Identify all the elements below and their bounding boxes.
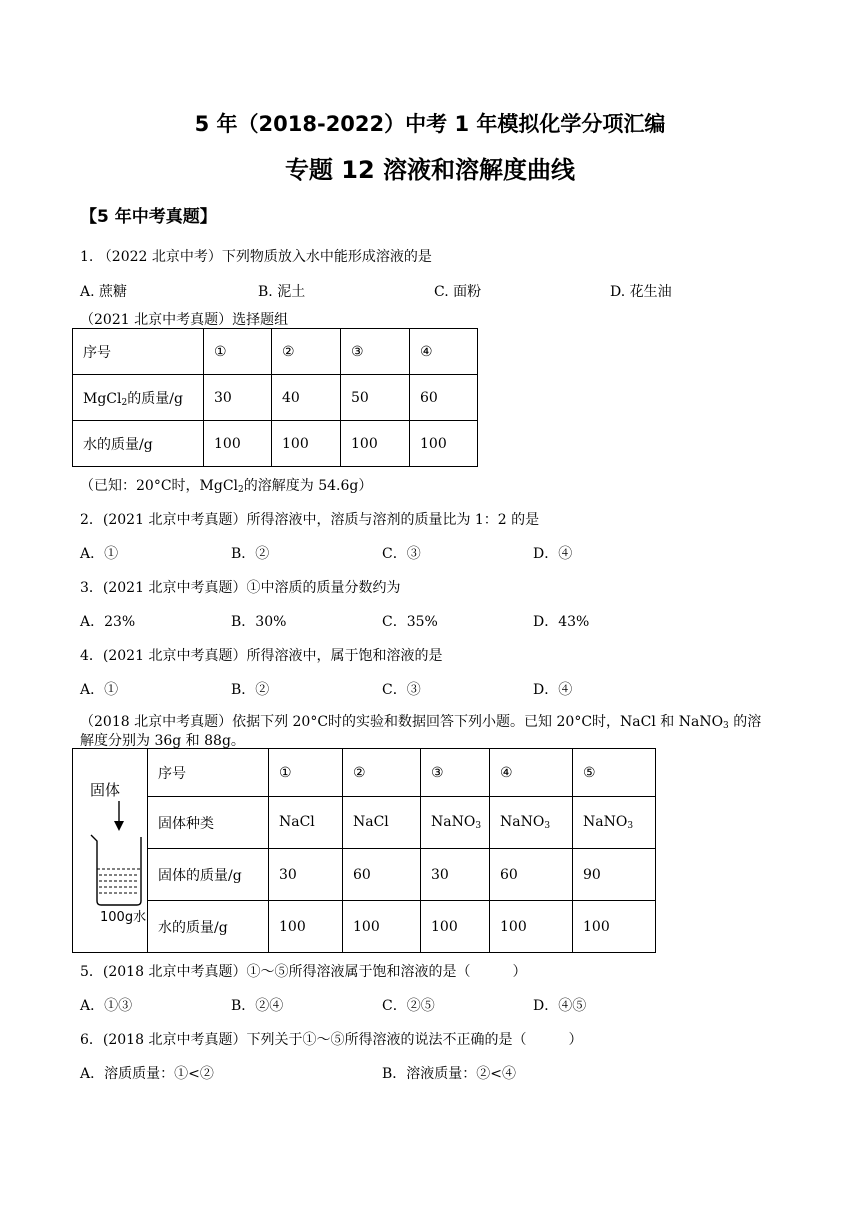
question-4-stem: 4．(2021 北京中考真题）所得溶液中，属于饱和溶液的是 — [80, 648, 443, 664]
water-amount-label: 100g水 — [100, 909, 147, 925]
question-3-option-a: A．23% — [80, 614, 136, 630]
table-cell: 40 — [272, 375, 341, 421]
table-header-cell: ② — [272, 329, 341, 375]
table-cell: 60 — [343, 849, 421, 901]
table-row — [73, 329, 478, 375]
nacl-nano3-data-table — [72, 748, 656, 953]
question-1-stem: 1. （2022 北京中考）下列物质放入水中能形成溶液的是 — [80, 249, 432, 265]
table-header-cell: ③ — [341, 329, 410, 375]
solubility-note: （已知：20°C时，MgCl$_2$的溶解度为 54.6g） — [80, 478, 373, 495]
table-header-cell: ⑤ — [573, 749, 656, 797]
question-6-option-a: A．溶质质量：①<② — [80, 1066, 214, 1082]
question-5-option-d: D．④⑤ — [533, 998, 587, 1014]
table-cell: 60 — [490, 849, 573, 901]
question-5-option-c: C．②⑤ — [382, 998, 435, 1014]
table-cell: NaCl — [343, 797, 421, 849]
beaker-outline — [91, 835, 141, 905]
table-row — [73, 901, 656, 953]
table-row — [73, 421, 478, 467]
table-header-cell: ① — [204, 329, 272, 375]
question-4-option-d: D．④ — [533, 682, 573, 698]
question-2-stem: 2．(2021 北京中考真题）所得溶液中，溶质与溶剂的质量比为 1：2 的是 — [80, 512, 540, 528]
question-1-option-c: C. 面粉 — [434, 284, 482, 300]
table-cell: 30 — [204, 375, 272, 421]
table-cell: 100 — [204, 421, 272, 467]
section-heading: 【5 年中考真题】 — [80, 207, 217, 227]
table-header-cell: 序号 — [73, 329, 204, 375]
question-4-option-b: B．② — [231, 682, 270, 698]
table-cell: 90 — [573, 849, 656, 901]
table-header-cell: ① — [269, 749, 343, 797]
table-cell: 100 — [343, 901, 421, 953]
question-3-option-d: D．43% — [533, 614, 590, 630]
table-cell: 30 — [421, 849, 490, 901]
question-1-option-d: D. 花生油 — [610, 284, 672, 300]
table-cell: 30 — [269, 849, 343, 901]
table-cell: 60 — [410, 375, 478, 421]
table-cell: 100 — [490, 901, 573, 953]
table-header-cell: ② — [343, 749, 421, 797]
table-cell: NaNO$_3$ — [421, 797, 490, 849]
question-3-option-b: B．30% — [231, 614, 287, 630]
question-6-stem: 6．(2018 北京中考真题）下列关于①～⑤所得溶液的说法不正确的是（ ） — [80, 1032, 583, 1048]
table-cell: 100 — [341, 421, 410, 467]
table-cell: NaNO$_3$ — [490, 797, 573, 849]
question-1-option-b: B. 泥土 — [258, 284, 306, 300]
table-cell: 100 — [410, 421, 478, 467]
table-row-label: MgCl$_2$的质量/g — [73, 375, 204, 421]
question-5-option-b: B．②④ — [231, 998, 284, 1014]
table-row-label: 固体的质量/g — [148, 849, 269, 901]
question-4-option-c: C．③ — [382, 682, 421, 698]
table-cell: NaCl — [269, 797, 343, 849]
question-3-stem: 3．(2021 北京中考真题）①中溶质的质量分数约为 — [80, 580, 401, 596]
question-1-option-a: A. 蔗糖 — [80, 284, 128, 300]
table-row-label: 水的质量/g — [73, 421, 204, 467]
mgcl2-data-table — [72, 328, 478, 467]
table-header-cell: ④ — [490, 749, 573, 797]
group-2018-intro-line2: 解度分别为 36g 和 88g。 — [80, 733, 245, 749]
document-subtitle: 专题 12 溶液和溶解度曲线 — [284, 156, 576, 184]
table-cell: 100 — [269, 901, 343, 953]
table-cell: 100 — [573, 901, 656, 953]
beaker-illustration-cell — [73, 749, 148, 953]
group-2018-intro-line1: （2018 北京中考真题）依据下列 20°C时的实验和数据回答下列小题。已知 20°C时，NaCl 和 NaNO$_3$ 的溶 — [80, 714, 762, 731]
table-row — [73, 375, 478, 421]
question-2-option-a: A．① — [80, 546, 119, 562]
table-cell: 100 — [421, 901, 490, 953]
table-cell: NaNO$_3$ — [573, 797, 656, 849]
group-2021-intro: （2021 北京中考真题）选择题组 — [80, 312, 289, 328]
question-5-option-a: A．①③ — [80, 998, 133, 1014]
table-row-label: 固体种类 — [148, 797, 269, 849]
table-row — [73, 749, 656, 797]
arrow-head — [114, 821, 124, 831]
document-title: 5 年（2018-2022）中考 1 年模拟化学分项汇编 — [194, 112, 666, 136]
table-header-cell: ③ — [421, 749, 490, 797]
table-header-cell: 序号 — [148, 749, 269, 797]
question-3-option-c: C．35% — [382, 614, 438, 630]
question-2-option-d: D．④ — [533, 546, 573, 562]
table-row — [73, 797, 656, 849]
table-row-label: 水的质量/g — [148, 901, 269, 953]
question-4-option-a: A．① — [80, 682, 119, 698]
table-cell: 50 — [341, 375, 410, 421]
table-header-cell: ④ — [410, 329, 478, 375]
question-6-option-b: B．溶液质量：②<④ — [382, 1066, 517, 1082]
question-2-option-c: C．③ — [382, 546, 421, 562]
question-2-option-b: B．② — [231, 546, 270, 562]
table-cell: 100 — [272, 421, 341, 467]
question-5-stem: 5．(2018 北京中考真题）①～⑤所得溶液属于饱和溶液的是（ ） — [80, 964, 527, 980]
table-row — [73, 849, 656, 901]
solid-label: 固体 — [90, 780, 121, 799]
